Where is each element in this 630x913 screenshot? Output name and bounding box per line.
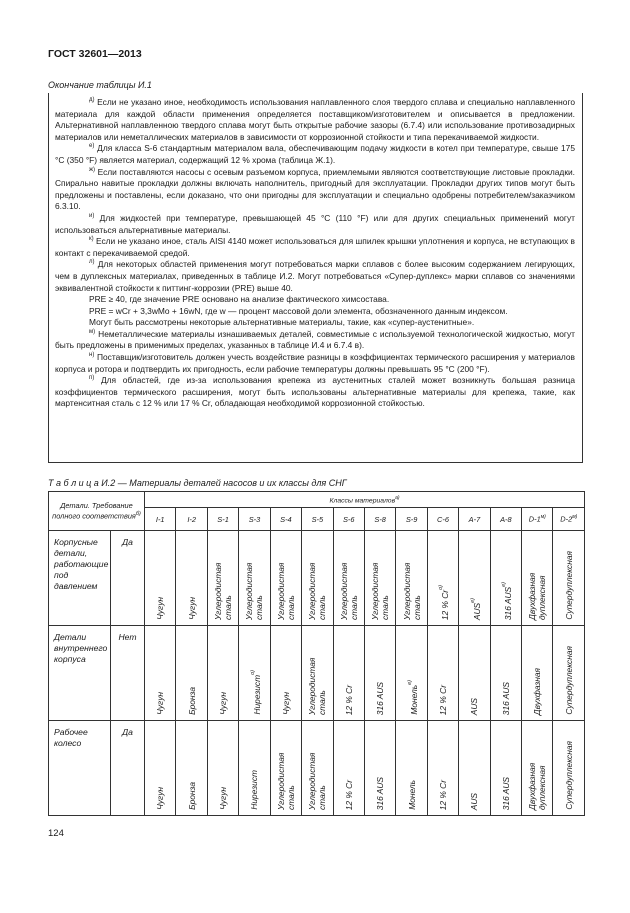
material-cell <box>333 721 364 816</box>
class-code <box>302 508 333 531</box>
table-row <box>49 721 585 816</box>
footnote-text: Если не указано иное, необходимость использования наплавленного слоя твердого сплава и специально наплавленного материала для каждой области применения определяется поставщиком/изготовителем и описывается в предложении. Альтернативной наплавленною твердого сплава могут быть открытые рабочие зазоры (6.7.4) или использование противозадирных материалов или неметаллических материалов в зависимости от коррозионной стойкости и типа перекачиваемой жидкости. <box>55 97 575 142</box>
class-code <box>333 508 364 531</box>
material-name: Углеродистая сталь <box>370 562 391 620</box>
material-name: 12 % Cr <box>438 779 448 810</box>
material-cell <box>270 626 301 721</box>
material-name: Чугун <box>155 597 166 620</box>
formula-line: Могут быть рассмотрены некоторые альтернативные материалы, такие, как «супер-аустенитные». <box>89 317 475 328</box>
footnote-text: Если не указано иное, сталь AISI 4140 может использоваться для шпилек крышки уплотнения и корпуса, не вступающих в контакт с перекачиваемой средой. <box>55 236 575 258</box>
material-sup: о) <box>249 670 256 676</box>
class-code <box>522 508 553 531</box>
classes-header-text: Классы материалов <box>329 497 396 505</box>
material-cell <box>427 626 458 721</box>
footnotes <box>55 97 575 410</box>
footnote-text: Для некоторых областей применения могут потребоваться марки сплавов с более высоким содержанием легирующих, чем в дуплексных материалах, приведенных в таблице И.2. Могут потребоваться «Супер-дуплекс» марки сплавов со значениями эквивалентной стойкости к питтинг-коррозии (PRE) выше 40. <box>55 259 575 293</box>
material-name: Бронза <box>186 687 197 715</box>
material-cell <box>364 626 395 721</box>
material-cell <box>176 721 207 816</box>
material-name: Супердуплексная <box>563 741 574 810</box>
class-code <box>145 508 176 531</box>
classes-header <box>145 492 585 508</box>
formula-line: PRE ≥ 40, где значение PRE основано на анализе фактического химсостава. <box>89 294 390 305</box>
footnote <box>55 236 575 259</box>
material-cell <box>522 626 553 721</box>
footnote <box>55 352 575 375</box>
class-code <box>490 508 521 531</box>
material-sup: е) <box>406 680 413 686</box>
class-code-text: I-1 <box>155 514 165 524</box>
material-name: AUS <box>469 792 480 810</box>
class-code-text: S-9 <box>405 514 418 524</box>
material-name: Монель <box>406 780 417 810</box>
material-cell <box>490 626 521 721</box>
class-code <box>459 508 490 531</box>
footnote-mark: д) <box>89 97 95 104</box>
class-code <box>396 508 427 531</box>
material-cell <box>427 721 458 816</box>
footnote-text: Поставщик/изготовитель должен учесть воздействие разницы в коэффициентах термического расширения у материалов корпуса и ротора и подтвердить их пригодность, если рабочие температуры должны превышать 95 °С (200 °F). <box>55 352 575 374</box>
class-code-text: S-8 <box>374 514 386 524</box>
material-cell <box>396 531 427 626</box>
material-cell <box>207 626 238 721</box>
row-label: Детали внутреннего корпуса <box>49 626 111 721</box>
material-name: Углеродистая сталь <box>275 562 296 620</box>
material-name: Чугун <box>218 787 229 810</box>
footnote-text: Для класса S-6 стандартным материалом вала, обеспечивающим подачу жидкости в котел при температуре, свыше 175 °С (350 °F) является материал, содержащий 12 % хрома (таблица Ж.1). <box>55 143 575 165</box>
class-code-text: S-3 <box>248 514 261 524</box>
class-code <box>364 508 395 531</box>
material-name: Чугун <box>155 692 166 715</box>
material-cell <box>553 721 585 816</box>
row-label: Рабочее колесо <box>49 721 111 816</box>
material-cell <box>145 721 176 816</box>
class-code-text: I-2 <box>187 514 196 524</box>
materials-table <box>48 491 585 816</box>
material-name: Двухфазная дуплексная <box>527 572 548 620</box>
footnote <box>55 329 575 352</box>
table-caption: Т а б л и ц а И.2 — Материалы деталей насосов и их классы для СНГ <box>48 478 347 488</box>
class-code-sup: м) <box>540 514 546 521</box>
material-cell <box>145 531 176 626</box>
row-requirement: Нет <box>111 626 145 721</box>
table-continuation-label: Окончание таблицы И.1 <box>48 80 152 90</box>
class-code-text: S-6 <box>342 514 355 524</box>
material-name: Углеродистая сталь <box>401 562 422 620</box>
material-name: AUS <box>469 697 480 715</box>
class-code-sup: м) <box>572 514 578 521</box>
material-cell <box>302 531 333 626</box>
material-name: Чугун <box>218 692 229 715</box>
footnote-mark: и) <box>89 213 95 220</box>
class-code-text: C-6 <box>437 514 449 524</box>
class-code <box>553 508 585 531</box>
footnote-mark: н) <box>89 352 95 359</box>
material-cell <box>427 531 458 626</box>
footnote-mark: е) <box>89 143 95 150</box>
material-sup: о) <box>438 584 445 590</box>
material-name: Монель$^{е)}$ <box>406 680 419 715</box>
material-name: 316 AUS <box>500 776 511 810</box>
material-cell <box>302 721 333 816</box>
footnote-text: Неметаллические материалы изнашиваемых деталей, совместимые с используемой технологической жидкостью, могут быть предложены в применимых пределах, указанных в таблице И.4 и 6.7.4 в). <box>55 328 575 351</box>
material-cell <box>553 531 585 626</box>
material-cell <box>396 721 427 816</box>
class-code-text: S-1 <box>217 514 229 524</box>
material-cell <box>207 531 238 626</box>
material-name: $AUS^{е)}$ <box>469 597 482 620</box>
corner-header <box>49 492 145 531</box>
material-name: 12 % Cr <box>343 684 354 715</box>
material-cell <box>459 721 490 816</box>
row-requirement: Да <box>111 531 145 626</box>
class-code <box>176 508 207 531</box>
class-code <box>239 508 270 531</box>
material-name: Двухфазная дуплексная <box>527 762 548 810</box>
material-cell <box>239 721 270 816</box>
class-code-text: A-8 <box>500 514 512 524</box>
material-cell <box>239 626 270 721</box>
material-cell <box>239 531 270 626</box>
material-cell <box>176 626 207 721</box>
class-code <box>270 508 301 531</box>
footnote-text: Для жидкостей при температуре, превышающей 45 °С (110 °F) или для других специальных применений могут использоваться альтернативные материалы. <box>55 212 575 235</box>
class-code-text: D-2 <box>560 514 573 524</box>
material-name: 316 AUS <box>500 681 511 715</box>
footnote <box>55 143 575 166</box>
class-code-text: A-7 <box>468 514 481 524</box>
material-name: Углеродистая сталь <box>307 657 328 715</box>
class-code <box>207 508 238 531</box>
material-cell <box>553 626 585 721</box>
material-name: Нирезист$^{о)}$ <box>249 670 262 715</box>
material-cell <box>333 626 364 721</box>
material-cell <box>459 531 490 626</box>
footnote-text: Для областей, где из-за использования крепежа из аустенитных сталей может возникнуть большая разница коэффициентов термического расширения, могут быть использованы альтернативные материалы для крепежа, такие, как мартенситная сталь с 12 % или 17 % Cr, обладающая необходимой коррозионной стойкостью. <box>55 375 575 409</box>
class-code <box>427 508 458 531</box>
material-name: Супердуплексная <box>563 551 574 620</box>
material-name: Углеродистая сталь <box>338 562 359 620</box>
footnote-mark: м) <box>89 329 96 336</box>
classes-header-sup: а) <box>395 494 400 501</box>
table-row <box>49 531 585 626</box>
row-requirement: Да <box>111 721 145 816</box>
formula-line: PRE = wCr + 3,3wMo + 16wN, где w — процент массовой доли элемента, обозначенного данным индексом. <box>89 305 508 316</box>
material-name: Двухфазная <box>532 667 543 715</box>
footnote-mark: к) <box>89 236 94 243</box>
material-name: Углеродистая сталь <box>307 562 328 620</box>
corner-header-text: Детали. Требование полного соответствия <box>52 500 136 521</box>
material-name: Углеродистая сталь <box>213 562 234 620</box>
footnote <box>55 167 575 213</box>
material-name: Углеродистая сталь <box>275 752 296 810</box>
material-sup: е) <box>500 581 507 587</box>
material-name: 12 % $Cr^{о)}$ <box>438 584 450 620</box>
material-cell <box>302 626 333 721</box>
corner-header-sup: б) <box>135 511 141 518</box>
material-name: Чугун <box>155 787 166 810</box>
footnote <box>55 213 575 236</box>
material-name: Чугун <box>186 597 197 620</box>
material-cell <box>145 626 176 721</box>
footnote <box>55 375 575 410</box>
material-cell <box>207 721 238 816</box>
material-cell <box>490 721 521 816</box>
material-name: Углеродистая сталь <box>244 562 265 620</box>
material-cell <box>270 531 301 626</box>
table-row <box>49 626 585 721</box>
footnote-mark: ж) <box>89 166 96 173</box>
material-name: Супердуплексная <box>563 646 574 715</box>
material-cell <box>176 531 207 626</box>
material-name: 12 % Cr <box>438 684 448 715</box>
material-name: 316 AUS <box>375 776 386 810</box>
material-name: 12 % Cr <box>343 779 354 810</box>
material-cell <box>364 531 395 626</box>
material-cell <box>270 721 301 816</box>
row-label: Корпусные детали, работающие под давлением <box>49 531 111 626</box>
material-name: Нирезист <box>249 770 260 810</box>
material-name: Бронза <box>186 782 197 810</box>
material-sup: е) <box>469 597 476 603</box>
footnote <box>55 259 575 294</box>
material-cell <box>522 531 553 626</box>
page-header: ГОСТ 32601—2013 <box>48 48 142 60</box>
class-code-text: S-4 <box>280 514 292 524</box>
table-footnotes-box <box>48 93 583 463</box>
material-cell <box>459 626 490 721</box>
footnote-mark: л) <box>89 259 95 266</box>
material-name: 316 $AUS^{е)}$ <box>500 581 513 620</box>
footnote-text: Если поставляются насосы с осевым разъемом корпуса, приемлемыми являются соответствующие листовые прокладки. Спирально навитые прокладки должны включать наполнитель, пригодный для эксплуатации. Прокладки других типов могут быть предложены и поставлены, если доказано, что они пригодны для эксплуатации и специально одобрены потребителем/заказчиком 6.3.10. <box>55 166 575 212</box>
material-cell <box>522 721 553 816</box>
material-cell <box>333 531 364 626</box>
material-cell <box>396 626 427 721</box>
page-number: 124 <box>48 828 64 839</box>
material-name: 316 AUS <box>375 681 386 715</box>
material-name: Чугун <box>280 692 291 715</box>
material-cell <box>364 721 395 816</box>
class-code-text: D-1 <box>528 514 541 524</box>
footnote <box>55 97 575 143</box>
material-cell <box>490 531 521 626</box>
material-name: Углеродистая сталь <box>307 752 328 810</box>
class-code-text: S-5 <box>311 514 324 524</box>
footnote-mark: п) <box>89 375 95 382</box>
